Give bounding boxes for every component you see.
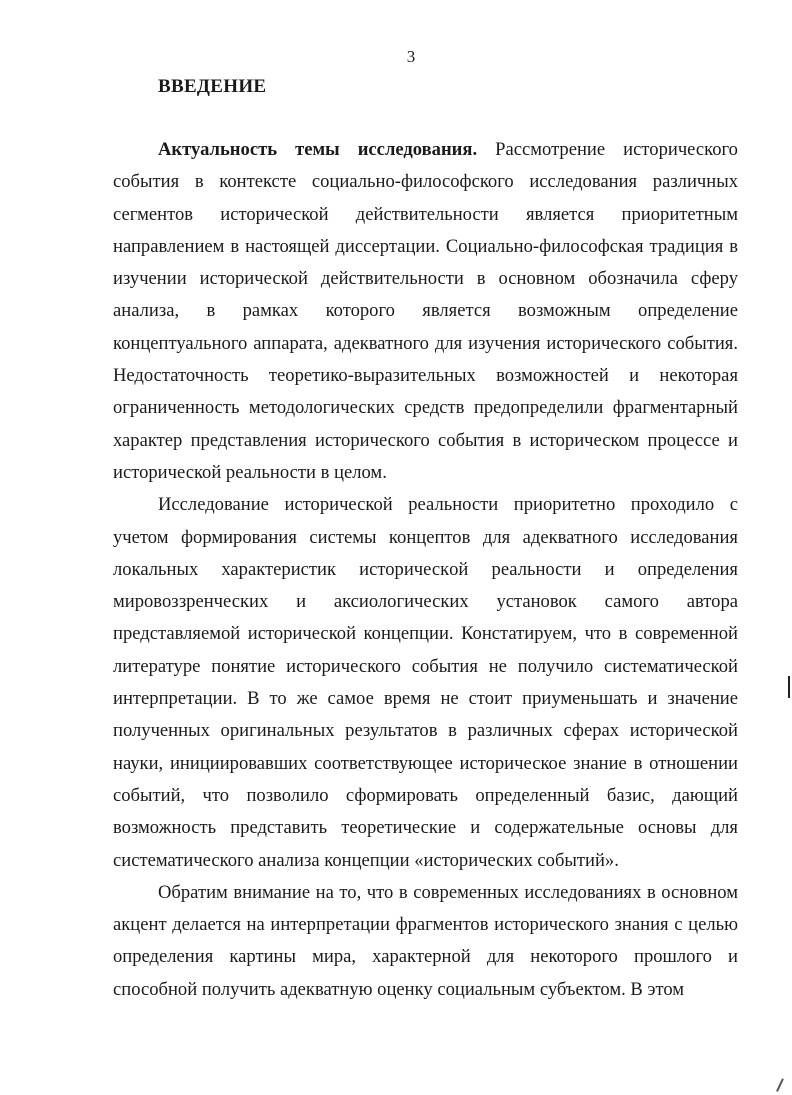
paragraph-lead: Актуальность темы исследования.: [158, 139, 478, 160]
paragraph-text: Исследование исторической реальности приоритетно проходило с учетом формирования системы концептов для адекватного исследования локальных характеристик историческoй реальности и определения мировоззренческих и аксиологических установок самого автора представляемой исторической концепции. Констатируем, что в современной литературе понятие исторического события не получило систематической интерпретации. В то же самое время не стоит приуменьшать и значение полученных оригинальных результатов в различных сферах исторической науки, инициировавших соответствующее историческое знание в отношении событий, что позволило сформировать определенный базис, дающий возможность представить теоретические и содержательные основы для систематического анализа концепции «исторических событий».: [113, 494, 738, 871]
scan-artifact-mark: [788, 676, 790, 698]
paragraph-1: [113, 134, 738, 489]
body-text: [113, 134, 738, 1006]
paragraph-2: [113, 489, 738, 877]
paragraph-text: Рассмотрение исторического события в контексте социально-философского исследования различных сегментов исторической действительности является приоритетным направлением в настоящей диссертации. Социально-философская традиция в изучении исторической действительности в основном обозначила сферу анализа, в рамках которого является возможным определение концептуального аппарата, адекватного для изучения исторического события. Недостаточность теоретико-выразительных возможностей и некоторая ограниченность методологических средств предопределили фрагментарный характер представления исторического события в историческом процессе и исторической реальности в целом.: [113, 139, 738, 483]
paragraph-3: [113, 877, 738, 1006]
paragraph-text: Обратим внимание на то, что в современных исследованиях в основном акцент делается на интерпретации фрагментов исторического знания с целью определения картины мира, характерной для некоторого прошлого и способной получить адекватную оценку социальным субъектом. В этом: [113, 881, 738, 1000]
section-heading: ВВЕДЕНИЕ: [158, 76, 267, 97]
scan-artifact-tick: [776, 1078, 783, 1091]
page-number: 3: [406, 47, 416, 66]
